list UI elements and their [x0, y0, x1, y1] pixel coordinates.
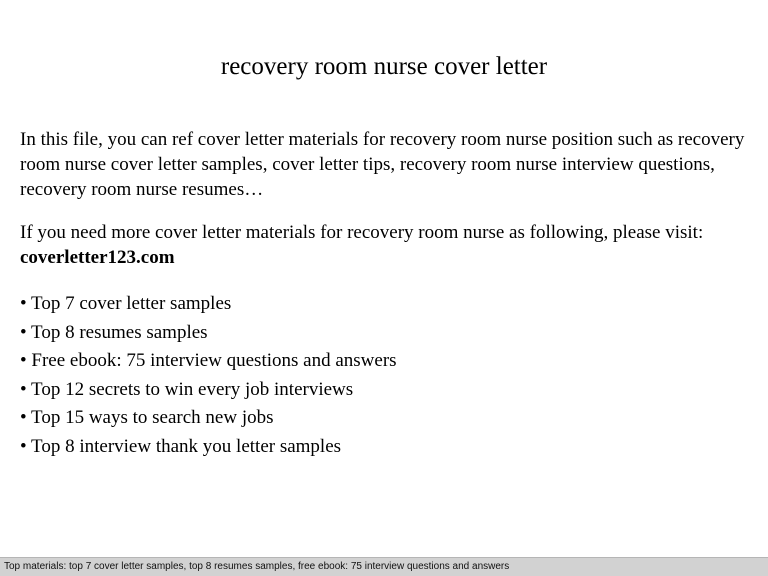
- page-title: recovery room nurse cover letter: [220, 53, 548, 80]
- coverletter-link[interactable]: coverletter123.com: [20, 247, 175, 268]
- list-item: • Free ebook: 75 interview questions and answers: [20, 350, 397, 371]
- footer-bar: [0, 557, 768, 576]
- list-item: • Top 12 secrets to win every job interviews: [20, 378, 354, 400]
- more-materials-paragraph: [20, 220, 755, 270]
- list-item: • Top 8 interview thank you letter samples: [20, 435, 342, 457]
- footer-text: Top materials: top 7 cover letter samples, top 8 resumes samples, free ebook: 75 interview questions and answers: [4, 561, 510, 572]
- list-item: • Top 8 resumes samples: [20, 321, 208, 343]
- list-item: • Top 15 ways to search new jobs: [20, 407, 274, 428]
- list-item: • Top 7 cover letter samples: [20, 293, 232, 314]
- more-materials-text: If you need more cover letter materials for recovery room nurse as following, please visit:: [20, 222, 704, 243]
- materials-list: [20, 290, 397, 461]
- intro-paragraph: In this file, you can ref cover letter materials for recovery room nurse position such as recovery room nurse cover letter samples, cover letter tips, recovery room nurse interview questions, recovery room nurse resumes…: [20, 129, 745, 200]
